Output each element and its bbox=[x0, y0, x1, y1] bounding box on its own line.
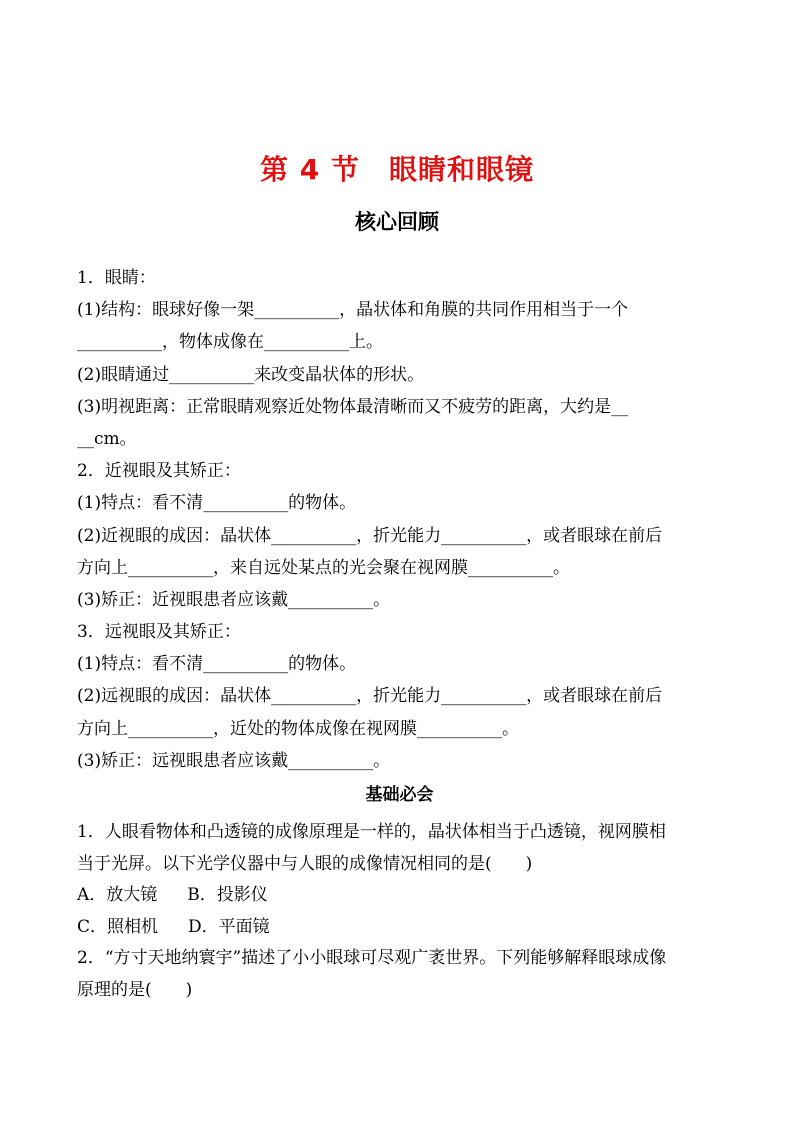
review-line: __cm。 bbox=[77, 428, 137, 449]
review-line: (1)特点：看不清__________的物体。 bbox=[77, 654, 357, 675]
review-line: (3)明视距离：正常眼睛观察近处物体最清晰而又不疲劳的距离，大约是__ bbox=[77, 396, 629, 417]
question-1 bbox=[77, 817, 722, 943]
review-line: (3)矫正：远视眼患者应该戴__________。 bbox=[77, 750, 391, 771]
review-line: (1)结构：眼球好像一架__________，晶状体和角膜的共同作用相当于一个 bbox=[77, 300, 629, 321]
review-line: 1．眼睛： bbox=[77, 268, 156, 288]
question-2 bbox=[77, 943, 722, 1006]
review-line: __________，物体成像在__________上。 bbox=[77, 332, 383, 353]
options-row bbox=[77, 880, 722, 912]
option-a: A．放大镜 bbox=[77, 885, 158, 905]
option-b: B．投影仪 bbox=[187, 885, 268, 905]
review-line: (1)特点：看不清__________的物体。 bbox=[77, 493, 357, 514]
review-line: 方向上__________，近处的物体成像在视网膜__________。 bbox=[77, 718, 519, 739]
question-stem: 原理的是( ) bbox=[77, 979, 193, 1000]
question-stem: 当于光屏。以下光学仪器中与人眼的成像情况相同的是( ) bbox=[77, 853, 533, 874]
question-stem: 1．人眼看物体和凸透镜的成像原理是一样的，晶状体相当于凸透镜，视网膜相 bbox=[77, 822, 666, 842]
review-line: (2)近视眼的成因：晶状体__________，折光能力__________，或者眼球在前后 bbox=[77, 525, 663, 546]
option-d: D．平面镜 bbox=[188, 916, 270, 937]
review-line: (3)矫正：近视眼患者应该戴__________。 bbox=[77, 589, 391, 610]
review-line: (2)眼睛通过__________来改变晶状体的形状。 bbox=[77, 364, 425, 385]
page-title: 第 4 节 眼睛和眼镜 bbox=[260, 153, 534, 186]
option-c: C．照相机 bbox=[77, 916, 159, 937]
worksheet-body bbox=[77, 262, 722, 1006]
page-subtitle: 核心回顾 bbox=[355, 210, 439, 234]
review-line: (2)远视眼的成因：晶状体__________，折光能力__________，或者眼球在前后 bbox=[77, 686, 663, 707]
review-line: 2．近视眼及其矫正： bbox=[77, 461, 241, 482]
options-row bbox=[77, 912, 722, 944]
review-line: 方向上__________，来自远处某点的光会聚在视网膜__________。 bbox=[77, 557, 570, 578]
review-section bbox=[77, 262, 722, 777]
section-heading: 基础必会 bbox=[365, 785, 434, 805]
question-stem: 2．“方寸天地纳寰宇”描述了小小眼球可尽观广袤世界。下列能够解释眼球成像 bbox=[77, 948, 667, 968]
review-line: 3．远视眼及其矫正： bbox=[77, 622, 241, 643]
